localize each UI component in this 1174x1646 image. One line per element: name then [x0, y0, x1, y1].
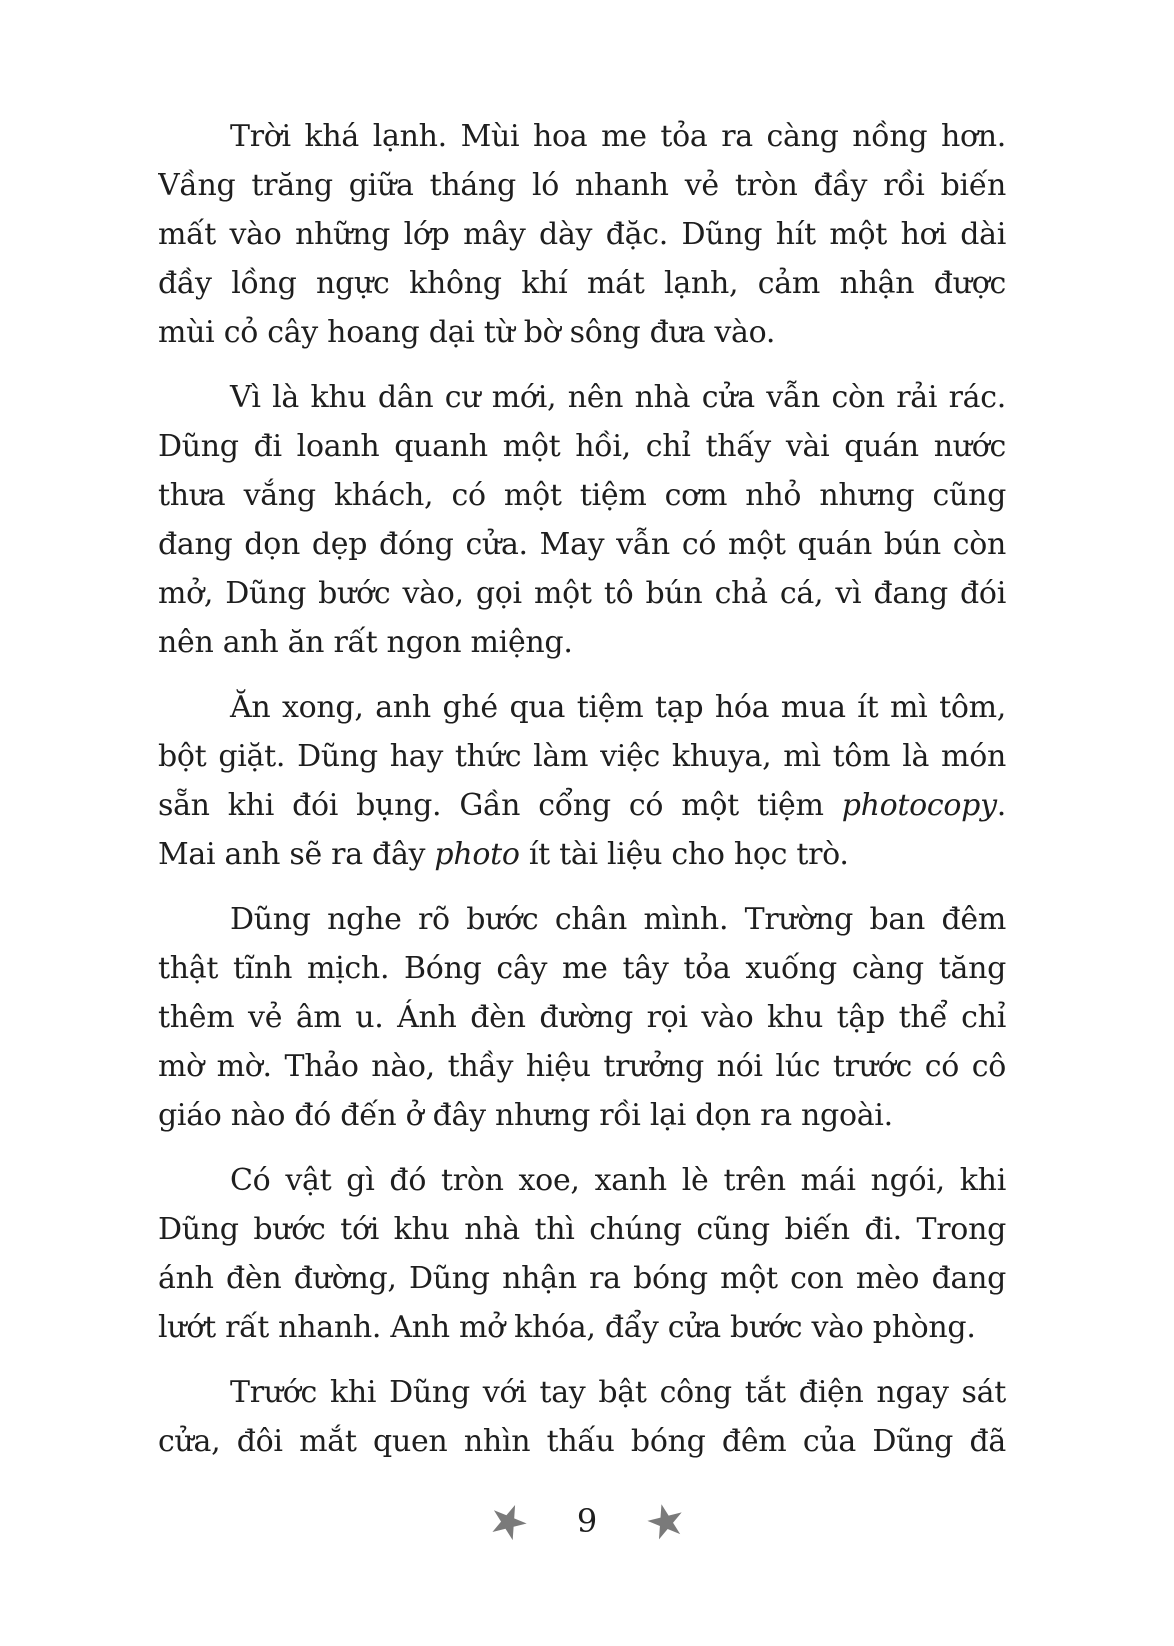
text-line: Mai anh sẽ ra đây photo ít tài liệu cho học trò.: [158, 837, 849, 872]
text-line: ánh đèn đường, Dũng nhận ra bóng một con mèo đang: [158, 1261, 1006, 1296]
paragraph: [158, 1368, 1006, 1466]
text-line: sẵn khi đói bụng. Gần cổng có một tiệm photocopy.: [158, 788, 1006, 823]
text-line: bột giặt. Dũng hay thức làm việc khuya, mì tôm là món: [158, 739, 1006, 774]
text-line: mùi cỏ cây hoang dại từ bờ sông đưa vào.: [158, 315, 776, 350]
paragraph: [158, 112, 1006, 357]
text-line: Dũng nghe rõ bước chân mình. Trường ban đêm: [230, 902, 1006, 937]
text-line: đầy lồng ngực không khí mát lạnh, cảm nhận được: [158, 266, 1006, 301]
text-line: mở, Dũng bước vào, gọi một tô bún chả cá, vì đang đói: [158, 576, 1006, 611]
text-line: giáo nào đó đến ở đây nhưng rồi lại dọn ra ngoài.: [158, 1098, 893, 1133]
text-line: Dũng bước tới khu nhà thì chúng cũng biến đi. Trong: [158, 1212, 1006, 1247]
text-line: Vầng trăng giữa tháng ló nhanh vẻ tròn đầy rồi biến: [158, 168, 1006, 203]
page-footer: [0, 1488, 1174, 1554]
page-text: [158, 112, 1006, 1482]
text-line: thật tĩnh mịch. Bóng cây me tây tỏa xuống càng tăng: [158, 951, 1006, 986]
text-line: cửa, đôi mắt quen nhìn thấu bóng đêm của Dũng đã: [158, 1424, 1006, 1459]
text-line: thêm vẻ âm u. Ánh đèn đường rọi vào khu tập thể chỉ: [158, 1000, 1006, 1035]
text-line: đang dọn dẹp đóng cửa. May vẫn có một quán bún còn: [158, 527, 1006, 562]
page-number: 9: [576, 1502, 598, 1540]
paragraph: [158, 683, 1006, 879]
text-line: Vì là khu dân cư mới, nên nhà cửa vẫn còn rải rác.: [230, 380, 1006, 415]
text-line: Trời khá lạnh. Mùi hoa me tỏa ra càng nồng hơn.: [230, 119, 1006, 154]
text-line: mờ mờ. Thảo nào, thầy hiệu trưởng nói lúc trước có cô: [158, 1049, 1006, 1084]
star-icon: ★: [479, 1488, 538, 1554]
text-line: Ăn xong, anh ghé qua tiệm tạp hóa mua ít mì tôm,: [230, 690, 1006, 725]
text-line: nên anh ăn rất ngon miệng.: [158, 625, 573, 660]
text-line: lướt rất nhanh. Anh mở khóa, đẩy cửa bước vào phòng.: [158, 1310, 976, 1345]
text-line: thưa vắng khách, có một tiệm cơm nhỏ nhưng cũng: [158, 478, 1006, 513]
text-line: Có vật gì đó tròn xoe, xanh lè trên mái ngói, khi: [230, 1163, 1006, 1198]
text-line: mất vào những lớp mây dày đặc. Dũng hít một hơi dài: [158, 217, 1006, 252]
star-icon: ★: [639, 1489, 693, 1553]
paragraph: [158, 373, 1006, 667]
text-line: Trước khi Dũng với tay bật công tắt điện ngay sát: [230, 1375, 1006, 1410]
paragraph: [158, 1156, 1006, 1352]
paragraph: [158, 895, 1006, 1140]
text-line: Dũng đi loanh quanh một hồi, chỉ thấy vài quán nước: [158, 429, 1006, 464]
